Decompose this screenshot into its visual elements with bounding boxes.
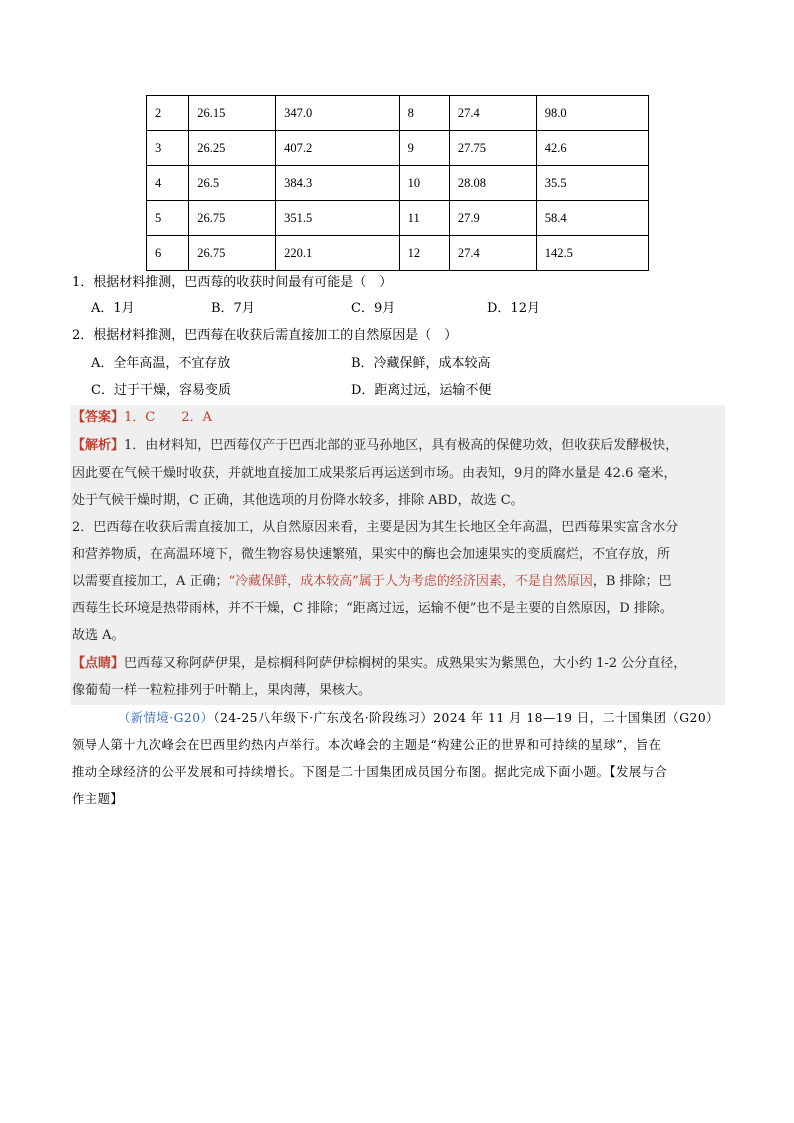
table-cell: 26.25 — [189, 131, 276, 166]
table-cell: 3 — [147, 131, 189, 166]
table-cell: 26.75 — [189, 201, 276, 236]
passage-line-2: 领导人第十九次峰会在巴西里约热内卢举行。本次峰会的主题是“构建公正的世界和可持续的星球”，旨在 — [72, 738, 662, 752]
table-cell: 98.0 — [536, 96, 648, 131]
table-cell: 8 — [399, 96, 449, 131]
table-cell: 351.5 — [276, 201, 400, 236]
answer-tag: 【答案】 — [72, 410, 125, 425]
table-cell: 26.5 — [189, 166, 276, 201]
analysis-line-6 — [72, 575, 672, 588]
table-cell: 5 — [147, 201, 189, 236]
table-cell: 2 — [147, 96, 189, 131]
q2-option-c: C．过于干燥，容易变质 — [91, 383, 231, 398]
table-cell: 26.75 — [189, 236, 276, 271]
table-cell: 11 — [399, 201, 449, 236]
table-row — [147, 236, 649, 271]
analysis-line-2: 因此要在气候干燥时收获，并就地直接加工成果浆后再运送到市场。由表知，9月的降水量是 42.6 毫米， — [72, 466, 677, 481]
table-cell: 6 — [147, 236, 189, 271]
table-row — [147, 96, 649, 131]
note-line-2: 像葡萄一样一粒粒排列于叶鞘上，果肉薄，果核大。 — [72, 683, 372, 698]
analysis-text-6c: ，B 排除；巴 — [592, 574, 672, 589]
table-cell: 384.3 — [276, 166, 400, 201]
passage-line-4: 作主题】 — [72, 792, 124, 806]
q1-option-d: D．12月 — [487, 301, 540, 316]
question-2-stem: 2．根据材料推测，巴西莓在收获后需直接加工的自然原因是（ ） — [72, 328, 458, 343]
analysis-line-4: 2．巴西莓在收获后需直接加工，从自然原因来看，主要是因为其生长地区全年高温，巴西莓果实富含水分 — [72, 520, 679, 535]
table-cell: 28.08 — [449, 166, 536, 201]
analysis-tag: 【解析】 — [72, 438, 125, 453]
table-cell: 27.4 — [449, 236, 536, 271]
analysis-text-6a: 以需要直接加工，A 正确； — [72, 574, 229, 589]
passage-text-1: （24-25八年级下·广东茂名·阶段练习）2024 年 11 月 18—19 日，二十国集团（G20） — [213, 711, 719, 725]
q1-option-a: A．1月 — [91, 301, 135, 316]
analysis-line-1 — [72, 439, 678, 452]
table-cell: 407.2 — [276, 131, 400, 166]
table-cell: 220.1 — [276, 236, 400, 271]
passage-source: （新情境·G20） — [118, 711, 214, 725]
table-cell: 4 — [147, 166, 189, 201]
table-cell: 142.5 — [536, 236, 648, 271]
table-cell: 42.6 — [536, 131, 648, 166]
table-row — [147, 166, 649, 201]
note-tag: 【点睛】 — [72, 656, 125, 671]
q2-option-a: A．全年高温，不宜存放 — [91, 356, 231, 371]
analysis-text-6b: “冷藏保鲜，成本较高”属于人为考虑的经济因素，不是自然原因 — [228, 574, 593, 589]
answer-text: 1．C 2．A — [124, 410, 212, 425]
table-cell: 347.0 — [276, 96, 400, 131]
analysis-line-5: 和营养物质，在高温环境下，微生物容易快速繁殖，果实中的酶也会加速果实的变质腐烂，不宜存放，所 — [72, 547, 671, 562]
table-cell: 58.4 — [536, 201, 648, 236]
data-table — [146, 95, 649, 271]
table-cell: 26.15 — [189, 96, 276, 131]
analysis-text-1: 1．由材料知，巴西莓仅产于巴西北部的亚马孙地区，具有极高的保健功效，但收获后发酵极快， — [124, 438, 679, 453]
answer-line — [72, 411, 212, 424]
passage-line-1 — [118, 712, 719, 724]
question-1-stem: 1．根据材料推测，巴西莓的收获时间最有可能是（ ） — [72, 275, 393, 290]
q1-option-c: C．9月 — [351, 301, 396, 316]
table-row — [147, 201, 649, 236]
analysis-line-3: 处于气候干燥时期，C 正确，其他选项的月份降水较多，排除 ABD，故选 C。 — [72, 493, 524, 508]
table-cell: 10 — [399, 166, 449, 201]
passage-line-3: 推动全球经济的公平发展和可持续增长。下图是二十国集团成员国分布图。据此完成下面小题。【发展与合 — [72, 765, 668, 779]
table-cell: 12 — [399, 236, 449, 271]
table-cell: 27.4 — [449, 96, 536, 131]
q2-option-b: B．冷藏保鲜，成本较高 — [351, 356, 491, 371]
table-cell: 35.5 — [536, 166, 648, 201]
note-line-1 — [72, 657, 686, 670]
note-text-1: 巴西莓又称阿萨伊果，是棕榈科阿萨伊棕榈树的果实。成熟果实为紫黑色，大小约 1-2 公分直径， — [124, 656, 687, 671]
q1-option-b: B．7月 — [211, 301, 255, 316]
table-cell: 9 — [399, 131, 449, 166]
table-cell: 27.9 — [449, 201, 536, 236]
analysis-line-7: 西莓生长环境是热带雨林，并不干燥，C 排除；“距离过远，运输不便”也不是主要的自然原因，D 排除。 — [72, 601, 673, 616]
table-cell: 27.75 — [449, 131, 536, 166]
table-row — [147, 131, 649, 166]
analysis-line-8: 故选 A。 — [72, 628, 125, 643]
q2-option-d: D．距离过远，运输不便 — [351, 383, 492, 398]
